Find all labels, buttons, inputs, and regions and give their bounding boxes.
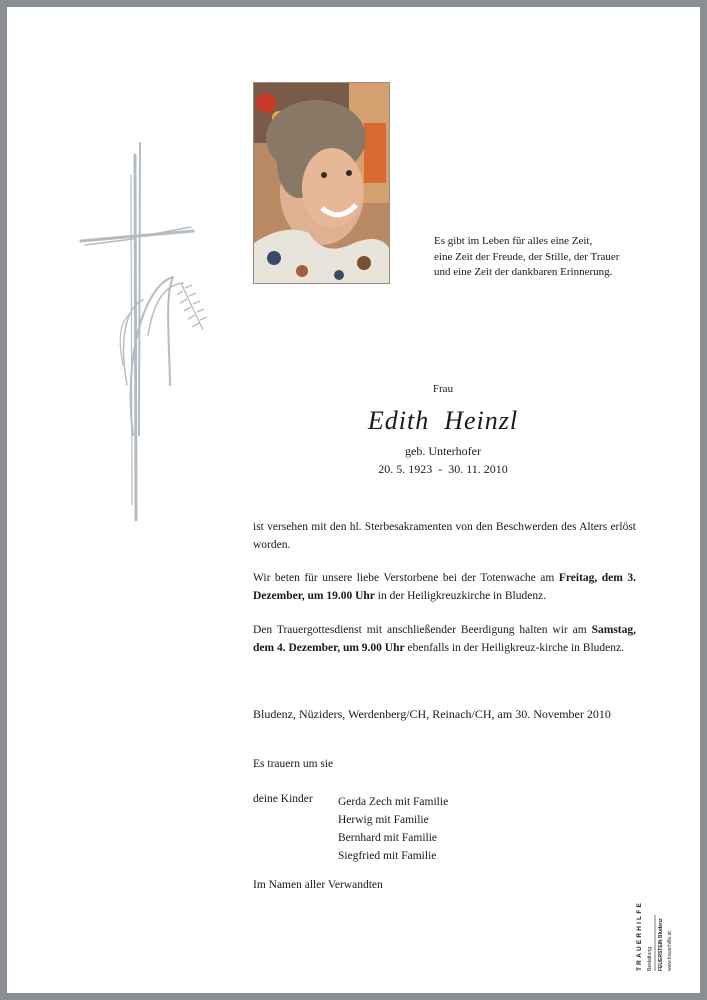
child-item: Herwig mit Familie xyxy=(338,814,429,826)
child-item: Gerda Zech mit Familie xyxy=(338,796,449,808)
child-item: Bernhard mit Familie xyxy=(338,832,438,844)
mourners-intro: Es trauern um sie xyxy=(253,758,334,770)
verse-line: Es gibt im Leben für alles eine Zeit, xyxy=(434,235,593,247)
vigil-text-post: in der Heiligkreuzkirche in Bludenz. xyxy=(374,590,547,602)
verse-line: eine Zeit der Freude, der Stille, der Trauer xyxy=(434,250,620,263)
salutation: Frau xyxy=(432,383,454,395)
cross-with-wheat-icon xyxy=(73,135,209,527)
child-item: Siegfried mit Familie xyxy=(338,850,437,862)
funeral-text-pre: Den Trauergottesdienst mit anschließender Beerdigung halten wir am xyxy=(253,624,592,636)
funeral-text-post: ebenfalls in der Heiligkreuz-kirche in Bludenz. xyxy=(404,642,624,654)
obituary-page xyxy=(7,7,700,993)
place-and-date: Bludenz, Nüziders, Werdenberg/CH, Reinach/CH, am 30. November 2010 xyxy=(253,707,611,721)
funeral-home-logo xyxy=(629,865,689,975)
logo-web: www.trauerhilfe.at xyxy=(667,931,673,971)
maiden-name: geb. Unterhofer xyxy=(405,444,481,458)
vigil-date: Freitag, dem 3. Dezember, um 19.00 Uhr xyxy=(253,572,636,602)
vigil-text-pre: Wir beten für unsere liebe Verstorbene bei der Totenwache am xyxy=(253,572,559,584)
logo-company: FEUERSTEIN Bludenz xyxy=(658,918,664,971)
paragraph-vigil xyxy=(253,569,636,605)
life-dates: 20. 5. 1923 - 30. 11. 2010 xyxy=(378,462,508,476)
closing-line: Im Namen aller Verwandten xyxy=(253,879,383,891)
logo-brand: TRAUERHILFE xyxy=(636,900,643,971)
funeral-date: Samstag, dem 4. Dezember, um 9.00 Uhr xyxy=(253,624,636,654)
children-label: deine Kinder xyxy=(253,793,313,805)
verse xyxy=(434,234,654,281)
paragraph-funeral xyxy=(253,621,636,657)
children-list xyxy=(338,793,448,865)
paragraph-passing: ist versehen mit den hl. Sterbesakramenten von den Beschwerden des Alters erlöst worden. xyxy=(253,521,636,551)
verse-line: und eine Zeit der dankbaren Erinnerung. xyxy=(434,266,613,278)
deceased-name: Edith Heinzl xyxy=(367,406,519,435)
portrait-photo xyxy=(253,82,390,284)
logo-sub: Bestattung xyxy=(647,947,653,971)
